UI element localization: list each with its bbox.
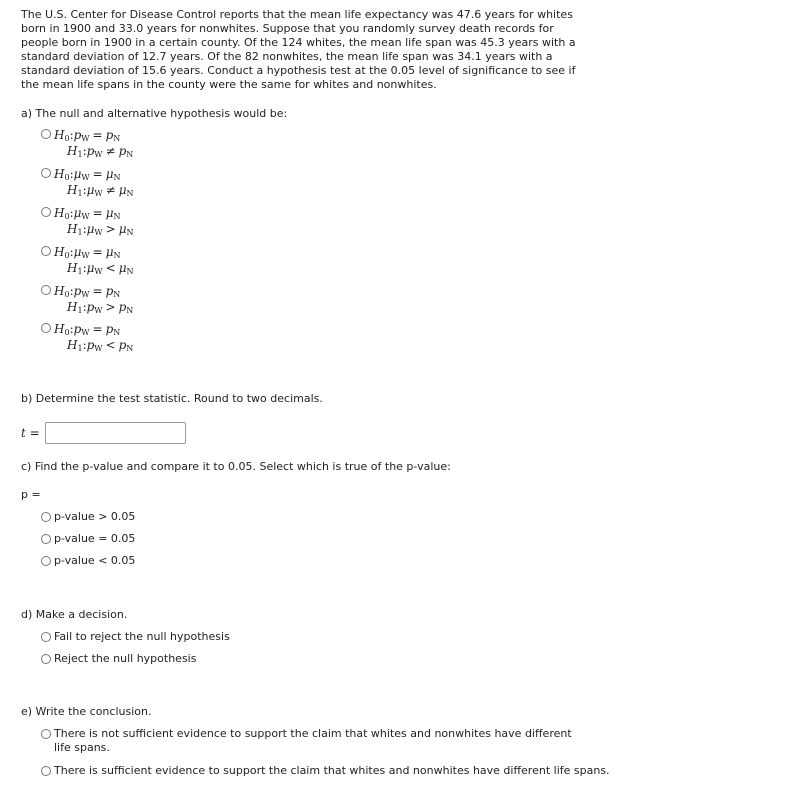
hypothesis-math: [54, 283, 133, 315]
p-label: p =: [21, 488, 41, 501]
alternative-hypothesis: [54, 260, 134, 276]
hyp-symbol: H: [67, 300, 78, 314]
hyp-index: 1: [77, 189, 83, 198]
param-left: p: [86, 338, 95, 352]
param-right: μ: [105, 206, 114, 220]
param-left-sub: W: [81, 212, 90, 221]
param-left: p: [86, 144, 95, 158]
hypothesis-math: [54, 321, 133, 353]
param-left: μ: [73, 167, 82, 181]
radio-button[interactable]: [41, 323, 51, 333]
param-left-sub: W: [94, 267, 103, 276]
hyp-index: 0: [64, 328, 70, 337]
hypothesis-math: [54, 244, 134, 276]
hyp-index: 1: [77, 228, 83, 237]
hypothesis-math: [54, 127, 133, 159]
hyp-colon: :: [82, 261, 87, 275]
null-hypothesis: [54, 244, 134, 260]
hyp-symbol: H: [67, 261, 78, 275]
pvalue-option-less[interactable]: [41, 554, 135, 568]
param-right-sub: N: [113, 328, 121, 337]
hyp-symbol: H: [54, 245, 65, 259]
param-left-sub: W: [94, 150, 103, 159]
param-right: μ: [105, 245, 114, 259]
relation: >: [105, 222, 116, 236]
param-left: μ: [73, 245, 82, 259]
hypothesis-option-mu-left[interactable]: [41, 244, 134, 276]
param-left: μ: [86, 222, 95, 236]
t-label: [21, 426, 40, 440]
radio-button[interactable]: [41, 168, 51, 178]
param-right-sub: N: [126, 189, 134, 198]
hyp-colon: :: [69, 167, 74, 181]
param-right: μ: [118, 222, 127, 236]
param-right: p: [118, 338, 127, 352]
pvalue-option-equal[interactable]: [41, 532, 135, 546]
null-hypothesis: [54, 127, 133, 143]
part-b-label: b) Determine the test statistic. Round to two decimals.: [21, 392, 323, 405]
part-e-label: e) Write the conclusion.: [21, 705, 152, 718]
pvalue-option-label: p-value < 0.05: [54, 554, 136, 567]
pvalue-option-greater[interactable]: [41, 510, 135, 524]
hyp-symbol: H: [67, 222, 78, 236]
hyp-index: 0: [64, 134, 70, 143]
param-left-sub: W: [94, 344, 103, 353]
param-right: p: [118, 144, 127, 158]
hyp-index: 0: [64, 251, 70, 260]
param-right-sub: N: [113, 251, 121, 260]
t-var: t: [21, 426, 26, 440]
param-left-sub: W: [81, 173, 90, 182]
radio-button[interactable]: [41, 654, 51, 664]
hyp-index: 0: [64, 290, 70, 299]
radio-button[interactable]: [41, 534, 51, 544]
param-right-sub: N: [113, 134, 121, 143]
part-c-label: c) Find the p-value and compare it to 0.05. Select which is true of the p-value:: [21, 460, 451, 473]
radio-button[interactable]: [41, 246, 51, 256]
hyp-symbol: H: [54, 167, 65, 181]
relation: =: [92, 206, 103, 220]
hyp-colon: :: [82, 338, 87, 352]
param-left-sub: W: [81, 290, 90, 299]
decision-option-label: Fail to reject the null hypothesis: [54, 630, 230, 643]
hyp-colon: :: [82, 300, 87, 314]
test-statistic-input[interactable]: [45, 422, 186, 444]
hyp-index: 1: [77, 344, 83, 353]
hypothesis-option-mu-right[interactable]: [41, 205, 134, 237]
hyp-symbol: H: [67, 183, 78, 197]
part-a-label: a) The null and alternative hypothesis would be:: [21, 107, 288, 120]
conclusion-option-not-sufficient[interactable]: [41, 727, 576, 755]
radio-button[interactable]: [41, 556, 51, 566]
hyp-symbol: H: [54, 284, 65, 298]
conclusion-option-sufficient[interactable]: [41, 764, 621, 778]
relation: =: [92, 284, 103, 298]
decision-option-label: Reject the null hypothesis: [54, 652, 197, 665]
param-left: μ: [73, 206, 82, 220]
param-left-sub: W: [94, 228, 103, 237]
param-right-sub: N: [126, 228, 134, 237]
relation: =: [92, 128, 103, 142]
param-right-sub: N: [126, 150, 134, 159]
pvalue-option-label: p-value > 0.05: [54, 510, 136, 523]
param-left: p: [73, 128, 82, 142]
param-left: p: [86, 300, 95, 314]
hypothesis-math: [54, 166, 134, 198]
alternative-hypothesis: [54, 337, 133, 353]
null-hypothesis: [54, 321, 133, 337]
hyp-colon: :: [82, 183, 87, 197]
hyp-colon: :: [69, 245, 74, 259]
pvalue-option-label: p-value = 0.05: [54, 532, 136, 545]
hyp-symbol: H: [54, 206, 65, 220]
radio-button[interactable]: [41, 632, 51, 642]
conclusion-option-label: There is sufficient evidence to support the claim that whites and nonwhites have different life spans.: [54, 764, 610, 777]
hyp-symbol: H: [54, 322, 65, 336]
relation: =: [92, 167, 103, 181]
param-right-sub: N: [126, 344, 134, 353]
alternative-hypothesis: [54, 221, 134, 237]
null-hypothesis: [54, 283, 133, 299]
radio-button[interactable]: [41, 129, 51, 139]
param-right: μ: [118, 261, 127, 275]
alternative-hypothesis: [54, 182, 134, 198]
null-hypothesis: [54, 166, 134, 182]
hypothesis-math: [54, 205, 134, 237]
hyp-colon: :: [69, 284, 74, 298]
param-left: μ: [86, 261, 95, 275]
hyp-index: 1: [77, 306, 83, 315]
param-left-sub: W: [94, 189, 103, 198]
hyp-colon: :: [82, 144, 87, 158]
param-right-sub: N: [126, 267, 134, 276]
hyp-symbol: H: [67, 144, 78, 158]
param-right: μ: [105, 167, 114, 181]
alternative-hypothesis: [54, 299, 133, 315]
relation: <: [105, 261, 116, 275]
relation: >: [105, 300, 116, 314]
hypothesis-option-p-right[interactable]: [41, 283, 133, 315]
hypothesis-option-p-left[interactable]: [41, 321, 133, 353]
param-left: p: [73, 322, 82, 336]
radio-button[interactable]: [41, 285, 51, 295]
param-left: p: [73, 284, 82, 298]
param-right: p: [105, 284, 114, 298]
param-right: μ: [118, 183, 127, 197]
radio-button[interactable]: [41, 766, 51, 776]
relation: <: [105, 338, 116, 352]
hypothesis-option-p-two-sided[interactable]: [41, 127, 133, 159]
hyp-colon: :: [69, 128, 74, 142]
param-right-sub: N: [113, 290, 121, 299]
param-right: p: [118, 300, 127, 314]
hyp-symbol: H: [67, 338, 78, 352]
alternative-hypothesis: [54, 143, 133, 159]
hyp-index: 0: [64, 173, 70, 182]
relation: =: [92, 322, 103, 336]
hyp-colon: :: [69, 206, 74, 220]
radio-button[interactable]: [41, 512, 51, 522]
param-left-sub: W: [81, 134, 90, 143]
hyp-colon: :: [82, 222, 87, 236]
hyp-index: 0: [64, 212, 70, 221]
relation: ≠: [105, 144, 116, 158]
relation: =: [92, 245, 103, 259]
hypothesis-option-mu-two-sided[interactable]: [41, 166, 134, 198]
hyp-symbol: H: [54, 128, 65, 142]
param-left: μ: [86, 183, 95, 197]
param-right-sub: N: [126, 306, 134, 315]
conclusion-option-label: There is not sufficient evidence to support the claim that whites and nonwhites have different life spans.: [54, 727, 572, 754]
radio-button[interactable]: [41, 207, 51, 217]
relation: ≠: [105, 183, 116, 197]
t-equals: =: [29, 426, 40, 440]
param-right: p: [105, 322, 114, 336]
decision-option-fail-to-reject[interactable]: [41, 630, 230, 644]
param-left-sub: W: [81, 251, 90, 260]
hyp-index: 1: [77, 267, 83, 276]
hyp-index: 1: [77, 150, 83, 159]
part-d-label: d) Make a decision.: [21, 608, 128, 621]
param-right-sub: N: [113, 173, 121, 182]
hyp-colon: :: [69, 322, 74, 336]
param-right-sub: N: [113, 212, 121, 221]
param-left-sub: W: [94, 306, 103, 315]
decision-option-reject[interactable]: [41, 652, 196, 666]
problem-statement: The U.S. Center for Disease Control reports that the mean life expectancy was 47.6 years for whites born in 1900 and 33.0 years for nonwhites. Suppose that you randomly survey death records for people born in 1900 in a certain county. Of the 124 whites, the mean life span was 45.3 years with a standard deviation of 12.7 years. Of the 82 nonwhites, the mean life span was 34.1 years with a standard deviation of 15.6 years. Conduct a hypothesis test at the 0.05 level of significance to see if the mean life spans in the county were the same for whites and nonwhites.: [21, 8, 576, 91]
null-hypothesis: [54, 205, 134, 221]
param-left-sub: W: [81, 328, 90, 337]
radio-button[interactable]: [41, 729, 51, 739]
param-right: p: [105, 128, 114, 142]
